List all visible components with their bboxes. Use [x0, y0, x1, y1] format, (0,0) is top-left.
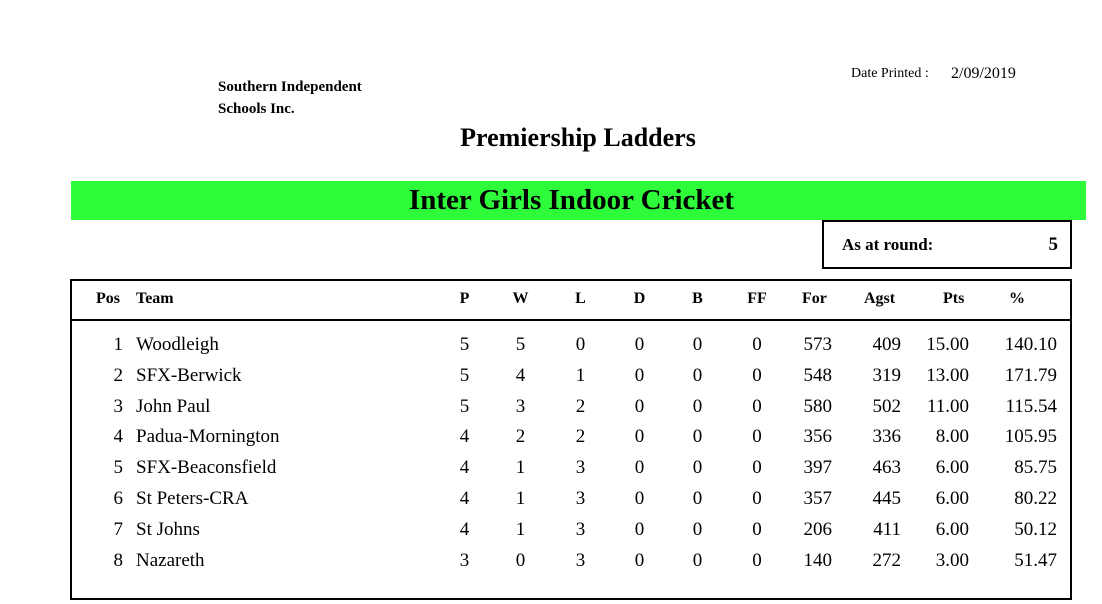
cell-pos: 6	[113, 488, 123, 509]
cell-l: 3	[575, 518, 586, 540]
header-agst: Agst	[864, 290, 896, 307]
cell-for: 206	[803, 518, 832, 540]
cell-d: 0	[634, 364, 645, 386]
cell-l: 3	[575, 488, 586, 509]
cell-percent: 85.75	[1014, 457, 1057, 479]
header-p: P	[459, 290, 470, 307]
cell-percent: 140.10	[1004, 334, 1057, 355]
cell-ff: 0	[752, 549, 762, 571]
cell-b: 0	[692, 395, 703, 417]
cell-agst: 445	[872, 488, 901, 509]
cell-pos: 4	[113, 426, 123, 448]
cell-agst: 319	[872, 364, 901, 386]
cell-team: SFX-Beaconsfield	[136, 457, 277, 479]
cell-b: 0	[692, 334, 703, 355]
cell-l: 2	[575, 395, 586, 417]
header-divider	[72, 319, 1070, 321]
header-ff: FF	[747, 290, 767, 307]
cell-team: Padua-Mornington	[136, 426, 280, 448]
cell-b: 0	[692, 364, 703, 386]
cell-team: John Paul	[136, 395, 211, 417]
cell-team: St Peters-CRA	[136, 488, 249, 509]
cell-pts: 8.00	[935, 426, 969, 448]
cell-pts: 6.00	[935, 488, 969, 509]
round-value: 5	[1048, 234, 1058, 255]
cell-w: 1	[515, 488, 526, 509]
header-b: B	[692, 290, 703, 307]
cell-for: 573	[803, 334, 832, 355]
cell-for: 356	[803, 426, 832, 448]
cell-percent: 80.22	[1014, 488, 1057, 509]
cell-pts: 11.00	[926, 395, 969, 417]
header-pts: Pts	[943, 290, 965, 307]
cell-percent: 50.12	[1014, 518, 1057, 540]
cell-p: 5	[459, 364, 470, 386]
ladder-table	[70, 279, 1072, 600]
cell-agst: 411	[873, 518, 901, 540]
cell-agst: 409	[872, 334, 901, 355]
round-box	[822, 220, 1072, 269]
date-printed-value: 2/09/2019	[951, 65, 1016, 82]
competition-banner	[71, 181, 1086, 220]
cell-p: 4	[459, 518, 470, 540]
cell-l: 2	[575, 426, 586, 448]
cell-ff: 0	[752, 518, 762, 540]
cell-p: 4	[459, 426, 470, 448]
cell-pts: 6.00	[935, 457, 969, 479]
cell-percent: 51.47	[1014, 549, 1057, 571]
header-pos: Pos	[96, 290, 120, 307]
header-w: W	[512, 290, 529, 307]
cell-l: 1	[575, 364, 586, 386]
cell-d: 0	[634, 334, 645, 355]
cell-ff: 0	[752, 426, 762, 448]
cell-agst: 272	[872, 549, 901, 571]
cell-w: 2	[515, 426, 526, 448]
cell-percent: 115.54	[1005, 395, 1057, 417]
cell-d: 0	[634, 426, 645, 448]
cell-p: 5	[459, 395, 470, 417]
cell-b: 0	[692, 457, 703, 479]
cell-for: 140	[803, 549, 832, 571]
cell-l: 3	[575, 549, 586, 571]
cell-team: Nazareth	[136, 549, 205, 571]
cell-p: 3	[459, 549, 470, 571]
cell-ff: 0	[752, 457, 762, 479]
cell-pos: 1	[113, 334, 123, 355]
date-printed-label: Date Printed :	[851, 66, 929, 81]
cell-percent: 105.95	[1004, 426, 1057, 448]
cell-b: 0	[692, 518, 703, 540]
cell-p: 5	[459, 334, 470, 355]
cell-pos: 7	[113, 518, 123, 540]
cell-l: 3	[575, 457, 586, 479]
cell-for: 580	[803, 395, 832, 417]
header-for: For	[802, 290, 827, 307]
cell-pos: 3	[113, 395, 123, 417]
competition-title: Inter Girls Indoor Cricket	[408, 184, 735, 216]
cell-pts: 13.00	[926, 364, 969, 386]
cell-d: 0	[634, 549, 645, 571]
cell-w: 3	[515, 395, 526, 417]
cell-w: 1	[515, 457, 526, 479]
cell-p: 4	[459, 457, 470, 479]
page-title: Premiership Ladders	[460, 123, 696, 152]
organisation-line-1: Southern Independent	[218, 79, 362, 95]
cell-d: 0	[634, 518, 645, 540]
header-percent: %	[1009, 290, 1025, 307]
cell-percent: 171.79	[1004, 364, 1057, 386]
cell-agst: 336	[872, 426, 901, 448]
cell-team: St Johns	[136, 518, 200, 540]
cell-b: 0	[692, 549, 703, 571]
cell-b: 0	[692, 426, 703, 448]
cell-agst: 463	[872, 457, 901, 479]
header-team: Team	[136, 290, 174, 307]
cell-b: 0	[692, 488, 703, 509]
round-label: As at round:	[842, 235, 934, 254]
cell-pts: 6.00	[935, 518, 969, 540]
cell-for: 548	[803, 364, 832, 386]
cell-d: 0	[634, 488, 645, 509]
cell-ff: 0	[752, 395, 762, 417]
cell-l: 0	[575, 334, 586, 355]
cell-ff: 0	[752, 488, 762, 509]
cell-for: 357	[803, 488, 832, 509]
cell-pos: 2	[113, 364, 123, 386]
cell-d: 0	[634, 457, 645, 479]
cell-pts: 3.00	[935, 549, 969, 571]
cell-p: 4	[459, 488, 470, 509]
cell-pos: 8	[113, 549, 123, 571]
cell-w: 0	[515, 549, 526, 571]
cell-w: 1	[515, 518, 526, 540]
cell-for: 397	[803, 457, 832, 479]
cell-team: SFX-Berwick	[136, 364, 242, 386]
cell-pts: 15.00	[926, 334, 969, 355]
organisation-line-2: Schools Inc.	[218, 101, 295, 117]
cell-ff: 0	[752, 364, 762, 386]
header-d: D	[633, 290, 646, 307]
cell-w: 4	[515, 364, 526, 386]
cell-ff: 0	[752, 334, 762, 355]
cell-team: Woodleigh	[136, 334, 219, 355]
cell-w: 5	[515, 334, 526, 355]
organisation-name	[218, 76, 362, 120]
cell-d: 0	[634, 395, 645, 417]
cell-agst: 502	[872, 395, 901, 417]
header-l: L	[575, 290, 586, 307]
cell-pos: 5	[113, 457, 123, 479]
